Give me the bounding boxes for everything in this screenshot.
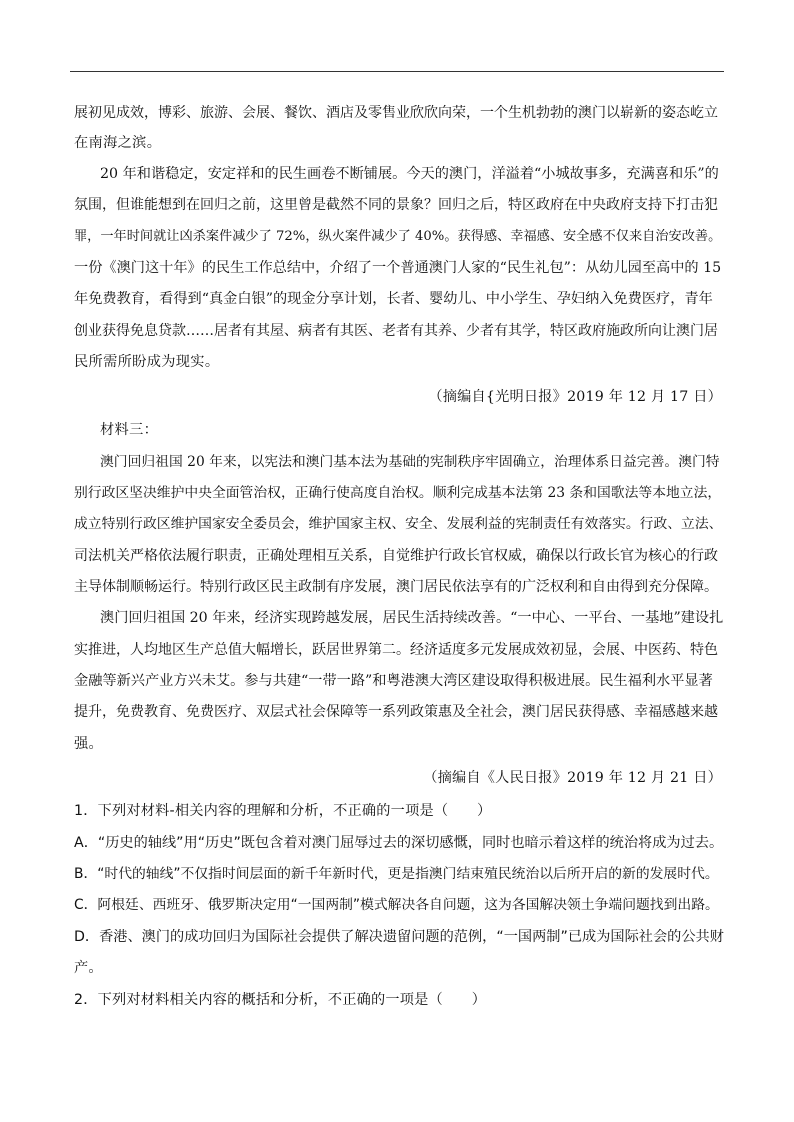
paragraph-line: 年免费教育，看得到“真金白银”的现金分享计划，长者、婴幼儿、中小学生、孕妇纳入免费医疗，青年 bbox=[74, 291, 713, 307]
paragraph-line: 澳门回归祖国 20 年来，经济实现跨越发展，居民生活持续改善。“一中心、一平台、一基地”建设扎 bbox=[100, 610, 724, 626]
paragraph-line: 创业获得免息贷款……居者有其屋、病者有其医、老者有其养、少者有其学，特区政府施政所向让澳门居 bbox=[74, 323, 718, 339]
source-citation: （摘编自《人民日报》2019 年 12 月 21 日） bbox=[423, 770, 722, 786]
paragraph-line: 金融等新兴产业方兴未艾。参与共建“一带一路”和粤港澳大湾区建设取得积极进展。民生福利水平显著 bbox=[74, 673, 713, 689]
question-stem: 1．下列对材料-相关内容的理解和分析，不正确的一项是（ ） bbox=[74, 803, 492, 819]
answer-option-a: A．“历史的轴线”用“历史”既包含着对澳门屈辱过去的深切感慨，同时也暗示着这样的统治将成为过去。 bbox=[74, 835, 724, 851]
paragraph-line: 在南海之滨。 bbox=[74, 135, 162, 151]
paragraph-line: 一份《澳门这十年》的民生工作总结中，介绍了一个普通澳门人家的“民生礼包”：从幼儿园至高中的 15 bbox=[74, 260, 722, 276]
paragraph-line: 展初见成效，博彩、旅游、会展、餐饮、酒店及零售业欣欣向荣，一个生机勃勃的澳门以崭新的姿态屹立 bbox=[74, 105, 718, 121]
paragraph-line: 成立特别行政区维护国家安全委员会，维护国家主权、安全、发展利益的宪制责任有效落实。行政、立法、 bbox=[74, 516, 723, 532]
paragraph-line: 实推进，人均地区生产总值大幅增长，跃居世界第二。经济适度多元发展成效初显，会展、中医药、特色 bbox=[74, 642, 718, 658]
paragraph-line: 民所需所盼成为现实。 bbox=[74, 354, 220, 370]
answer-option-d-continued: 产。 bbox=[74, 960, 103, 976]
paragraph-line: 澳门回归祖国 20 年来，以宪法和澳门基本法为基础的宪制秩序牢固确立，治理体系日益完善。澳门特 bbox=[100, 454, 720, 470]
paragraph-line: 司法机关严格依法履行职责，正确处理相互关系，自觉维护行政长官权威，确保以行政长官为核心的行政 bbox=[74, 548, 718, 564]
section-heading: 材料三： bbox=[100, 422, 159, 438]
header-rule bbox=[70, 71, 724, 72]
paragraph-line: 强。 bbox=[74, 736, 104, 752]
paragraph-line: 20 年和谐稳定，安定祥和的民生画卷不断铺展。今天的澳门，洋溢着“小城故事多，充满喜和乐”的 bbox=[100, 166, 719, 182]
answer-option-b: B．“时代的轴线”不仅指时间层面的新千年新时代，更是指澳门结束殖民统治以后所开启的新的发展时代。 bbox=[74, 866, 719, 882]
source-citation: （摘编自{光明日报》2019 年 12 月 17 日） bbox=[428, 389, 722, 405]
paragraph-line: 别行政区坚决维护中央全面管治权，正确行使高度自治权。顺利完成基本法第 23 条和国歌法等本地立法， bbox=[74, 485, 722, 501]
paragraph-line: 罪，一年时间就让凶杀案件减少了 72%，纵火案件减少了 40%。获得感、幸福感、安全感不仅来自治安改善。 bbox=[74, 229, 722, 244]
paragraph-line: 氛围，但谁能想到在回归之前，这里曾是截然不同的景象？回归之后，特区政府在中央政府支持下打击犯 bbox=[74, 197, 718, 213]
paragraph-line: 提升，免费教育、免费医疗、双层式社会保障等一系列政策惠及全社会，澳门居民获得感、幸福感越来越 bbox=[74, 704, 718, 720]
answer-option-d: D．香港、澳门的成功回归为国际社会提供了解决遗留问题的范例，“一国两制”已成为国际社会的公共财 bbox=[74, 929, 724, 945]
answer-option-c: C．阿根廷、西班牙、俄罗斯决定用“一国两制”模式解决各自问题，这为各国解决领土争端问题找到出路。 bbox=[74, 897, 719, 913]
question-stem: 2．下列对材料相关内容的概括和分析，不正确的一项是（ ） bbox=[74, 992, 487, 1008]
paragraph-line: 主导体制顺畅运行。特别行政区民主政制有序发展，澳门居民依法享有的广泛权利和自由得到充分保障。 bbox=[74, 579, 718, 595]
